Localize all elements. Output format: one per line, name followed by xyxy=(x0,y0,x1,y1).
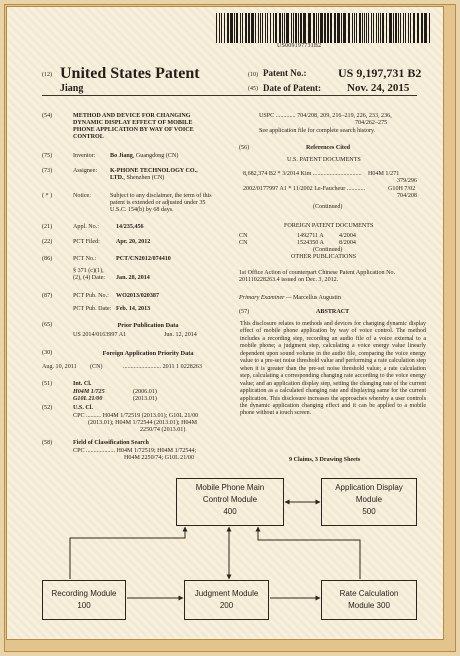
pct-filed-value: Apr. 20, 2012 xyxy=(116,239,151,245)
foreign-ref-2-country: CN xyxy=(239,240,248,246)
foreign-priority-heading: Foreign Application Priority Data xyxy=(102,350,194,357)
judgment-module-number: 200 xyxy=(219,601,234,610)
abstract-text: This disclosure relates to methods and devices for changing dynamic display effect of mobile phone application by way of voice control. The method includes a recording step, recording an audio file of a voice external to a mobile phone; a judgment step, calculating a voice energy value linearly dependent upon sound volume in the audio file, comparing the voice energy value to a pre-set noise threshold value and performing a rate calculation step when it is greater than the pre-set noise threshold value; a rate calculation step, calculating a corresponding changing rate according to the voice energy value; and an application display step, setting the changing rate of the current application as a calculated changing rate and displaying same for the current application. This disclosure increases the approaches whereby a user controls the dynamic application changing effect and it can be applied to a mobile phone without a touch screen. xyxy=(240,321,426,417)
code-10: (10) xyxy=(248,72,258,78)
barcode-number: US009197731B2 xyxy=(277,43,322,49)
assignee-name-2: LTD., Shenzhen (CN) xyxy=(110,175,165,181)
foreign-ref-1-date: 4/2004 xyxy=(339,233,356,239)
us-ref-2-class-2: 704/208 xyxy=(397,193,417,199)
us-cl-label: U.S. Cl. xyxy=(73,405,93,411)
document-title: United States Patent xyxy=(60,65,200,82)
notice-label: Notice: xyxy=(73,193,91,199)
inventor-value: Bo Jiang, Guangdong (CN) xyxy=(110,153,179,159)
us-ref-1: 8,682,374 B2 * 3/2014 Kim ................................ xyxy=(243,171,362,177)
field-code-75: (75) xyxy=(42,153,53,159)
us-patent-documents-heading: U.S. PATENT DOCUMENTS xyxy=(287,157,361,163)
rate-calculation-module-box xyxy=(321,580,417,620)
references-cited-heading: References Cited xyxy=(306,145,351,151)
main-control-module-number: 400 xyxy=(223,507,237,516)
assignee-label: Assignee: xyxy=(73,168,98,174)
field-code-30: (30) xyxy=(42,350,53,356)
appl-no-value: 14/235,456 xyxy=(116,224,144,230)
pct-pub-date-label: PCT Pub. Date: xyxy=(73,306,112,312)
us-cl-line-3: 2250/74 (2013.01) xyxy=(140,427,186,433)
inventor-label: Inventor: xyxy=(73,153,96,159)
foreign-patent-documents-heading: FOREIGN PATENT DOCUMENTS xyxy=(284,223,374,229)
continued-1: (Continued) xyxy=(313,204,343,210)
invention-title-4: CONTROL xyxy=(73,134,104,140)
int-cl-year-1: (2006.01) xyxy=(133,389,157,395)
notice-line-1: Subject to any disclaimer, the term of this xyxy=(110,193,212,199)
foreign-ref-2-number: 1524350 A xyxy=(297,240,324,246)
int-cl-class-1: H04M 1/725 xyxy=(73,389,105,395)
field-of-search-line-1: CPC ................... H04M 1/72519; H04M 1/72544; xyxy=(73,448,197,454)
field-code-21: (21) xyxy=(42,224,53,230)
recording-module-label: Recording Module xyxy=(51,589,117,598)
date-of-patent-label: Date of Patent: xyxy=(263,83,321,93)
section-371-date: Jan. 28, 2014 xyxy=(116,275,150,281)
claims-drawings: 9 Claims, 3 Drawing Sheets xyxy=(289,457,361,463)
field-code-51: (51) xyxy=(42,381,53,387)
field-code-58: (58) xyxy=(42,440,53,446)
prior-publication-date: Jun. 12, 2014 xyxy=(164,332,197,338)
code-12: (12) xyxy=(42,72,52,78)
pct-no-value: PCT/CN2012/074410 xyxy=(116,256,171,262)
us-ref-2-class: G10H 7/02 xyxy=(388,186,416,192)
main-control-module-box xyxy=(176,478,284,526)
other-publications-heading: OTHER PUBLICATIONS xyxy=(291,254,357,260)
pct-pub-no-label: PCT Pub. No.: xyxy=(73,293,109,299)
prior-publication-number: US 2014/0163997 A1 xyxy=(73,332,127,338)
int-cl-year-2: (2013.01) xyxy=(133,396,157,402)
rate-calculation-module-label: Rate Calculation xyxy=(339,589,399,598)
us-ref-1-class-2: 379/296 xyxy=(397,178,417,184)
prior-publication-heading: Prior Publication Data xyxy=(117,322,179,329)
invention-title-1: METHOD AND DEVICE FOR CHANGING xyxy=(73,113,191,119)
notice-line-3: U.S.C. 154(b) by 68 days. xyxy=(110,207,174,213)
us-ref-1-class: H04M 1/271 xyxy=(368,171,400,177)
other-pub-line-2: 201110228263.4 issued on Dec. 3, 2012. xyxy=(239,277,339,283)
field-code-52: (52) xyxy=(42,405,53,411)
field-code-56: (56) xyxy=(239,145,250,151)
judgment-module-box xyxy=(184,580,269,620)
field-code-54: (54) xyxy=(42,113,53,119)
invention-title-2: DYNAMIC DISPLAY EFFECT OF MOBILE xyxy=(73,120,193,126)
judgment-module-label: Judgment Module xyxy=(194,589,259,598)
foreign-priority-date: Aug. 10, 2011 xyxy=(42,364,77,370)
app-display-module-label-2: Module xyxy=(355,495,383,504)
uspc-line-2: 704/262–275 xyxy=(355,120,388,126)
field-code-73: (73) xyxy=(42,168,53,174)
section-371-line-2: (2), (4) Date: xyxy=(73,275,105,281)
int-cl-label: Int. Cl. xyxy=(73,381,92,387)
pct-filed-label: PCT Filed: xyxy=(73,239,100,245)
us-ref-2: 2002/0177997 A1 * 11/2002 Le-Faucheur ............ xyxy=(243,186,366,192)
us-cl-line-2: (2013.01); H04M 1/72544 (2013.01); H04M xyxy=(88,420,198,426)
foreign-ref-2-date: 8/2004 xyxy=(339,240,356,246)
app-display-module-box xyxy=(321,478,417,526)
field-of-search-label: Field of Classification Search xyxy=(73,440,149,446)
patent-number-label: Patent No.: xyxy=(263,68,307,78)
date-of-patent-value: Nov. 24, 2015 xyxy=(347,82,410,94)
foreign-ref-1-country: CN xyxy=(239,233,248,239)
code-45: (45) xyxy=(248,86,258,92)
foreign-priority-number: ......................... 2011 1 0228263 xyxy=(123,364,202,370)
section-371-line-1: § 371 (c)(1), xyxy=(73,268,104,274)
us-cl-line-1: CPC .......... H04M 1/72519 (2013.01); G10L 21/00 xyxy=(73,413,199,419)
pct-pub-no-value: WO2013/020387 xyxy=(116,293,159,299)
field-code-87: (87) xyxy=(42,293,53,299)
field-code-notice: ( * ) xyxy=(42,193,53,199)
primary-examiner: Primary Examiner — Marcellus Augustin xyxy=(239,295,341,301)
main-control-module-label-2: Control Module xyxy=(202,495,258,504)
notice-line-2: patent is extended or adjusted under 35 xyxy=(110,200,206,206)
assignee-name-1: K-PHONE TECHNOLOGY CO., xyxy=(110,168,198,174)
app-display-module-number: 500 xyxy=(362,507,376,516)
recording-module-number: 100 xyxy=(77,601,91,610)
inventor-surname: Jiang xyxy=(60,83,84,94)
field-code-86: (86) xyxy=(42,256,53,262)
field-code-57: (57) xyxy=(239,309,250,315)
patent-number-value: US 9,197,731 B2 xyxy=(338,66,422,80)
field-code-22: (22) xyxy=(42,239,53,245)
field-of-search-line-2: H04M 2250/74; G10L 21/00 xyxy=(124,455,195,461)
rate-calculation-module-number: Module 300 xyxy=(348,601,390,610)
pct-pub-date-value: Feb. 14, 2013 xyxy=(116,306,151,312)
invention-title-3: PHONE APPLICATION BY WAY OF VOICE xyxy=(73,127,194,133)
main-control-module-label-1: Mobile Phone Main xyxy=(195,483,265,492)
appl-no-label: Appl. No.: xyxy=(73,224,99,230)
field-code-65: (65) xyxy=(42,322,53,328)
application-file-note: See application file for complete search history. xyxy=(259,128,376,134)
foreign-ref-1-number: 1492711 A xyxy=(297,233,324,239)
abstract-heading: ABSTRACT xyxy=(316,309,350,315)
int-cl-class-2: G10L 21/00 xyxy=(73,396,103,402)
continued-2: (Continued) xyxy=(313,247,343,253)
app-display-module-label-1: Application Display xyxy=(335,483,403,492)
pct-no-label: PCT No.: xyxy=(73,256,97,262)
recording-module-box xyxy=(42,580,126,620)
foreign-priority-country: (CN) xyxy=(90,364,103,370)
uspc-line-1: USPC ............. 704/208, 209, 216–219, 226, 233, 236, xyxy=(259,113,392,119)
other-pub-line-1: 1st Office Action of counterpart Chinese Patent Application No. xyxy=(239,270,396,276)
